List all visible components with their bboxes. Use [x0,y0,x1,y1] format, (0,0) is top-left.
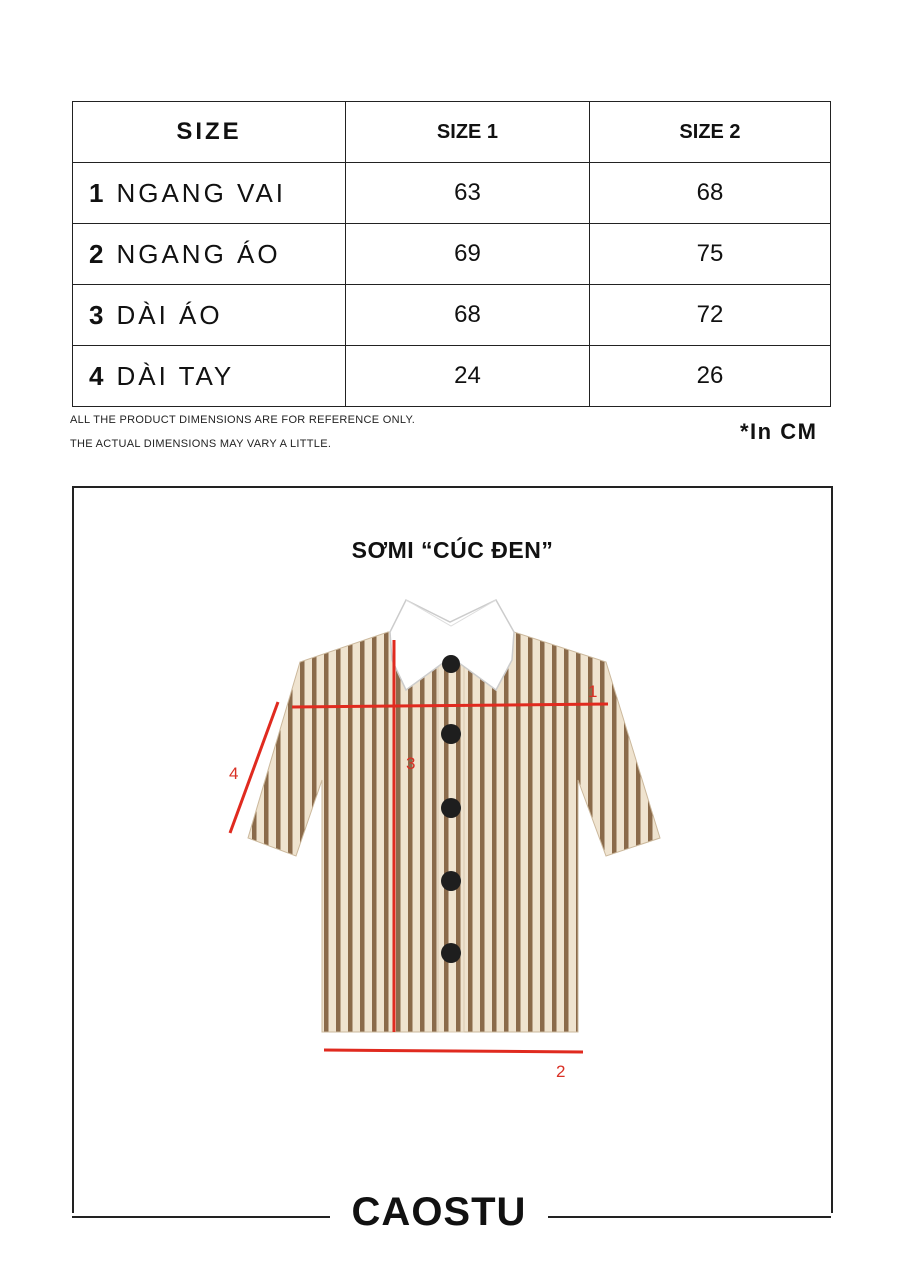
variance-note: THE ACTUAL DIMENSIONS MAY VARY A LITTLE. [70,438,332,450]
measure-label-2: 2 [556,1062,566,1081]
row-name: DÀI TAY [116,360,235,391]
row-number: 1 [89,177,107,208]
measure-label-3: 3 [406,754,416,773]
row-name: NGANG VAI [116,177,287,208]
header-size: SIZE [73,102,346,163]
row-number: 4 [89,360,107,391]
size2-value: 26 [590,346,831,407]
row-name: NGANG ÁO [116,238,281,269]
size1-value: 24 [346,346,590,407]
size1-value: 69 [346,224,590,285]
measure-line-hem [324,1050,583,1052]
measure-label-1: 1 [588,682,598,701]
row-name: DÀI ÁO [116,299,223,330]
size1-value: 68 [346,285,590,346]
measure-label-4: 4 [229,764,239,783]
row-number: 3 [89,299,107,330]
size1-value: 63 [346,163,590,224]
size2-value: 68 [590,163,831,224]
reference-note: ALL THE PRODUCT DIMENSIONS ARE FOR REFERENCE ONLY. [70,414,416,426]
row-number: 2 [89,238,107,269]
size2-value: 75 [590,224,831,285]
header-size-2: SIZE 2 [590,102,831,163]
button-icon [441,724,461,744]
product-title: SƠMI “CÚC ĐEN” [351,537,554,563]
button-icon [441,871,461,891]
header-size-1: SIZE 1 [346,102,590,163]
button-icon [441,943,461,963]
size2-value: 72 [590,285,831,346]
unit-label: *In CM [740,419,818,444]
brand-logo-text: CAOSTU [351,1190,527,1234]
button-icon [441,798,461,818]
shirt-placket [438,650,464,1032]
button-icon [442,655,460,673]
